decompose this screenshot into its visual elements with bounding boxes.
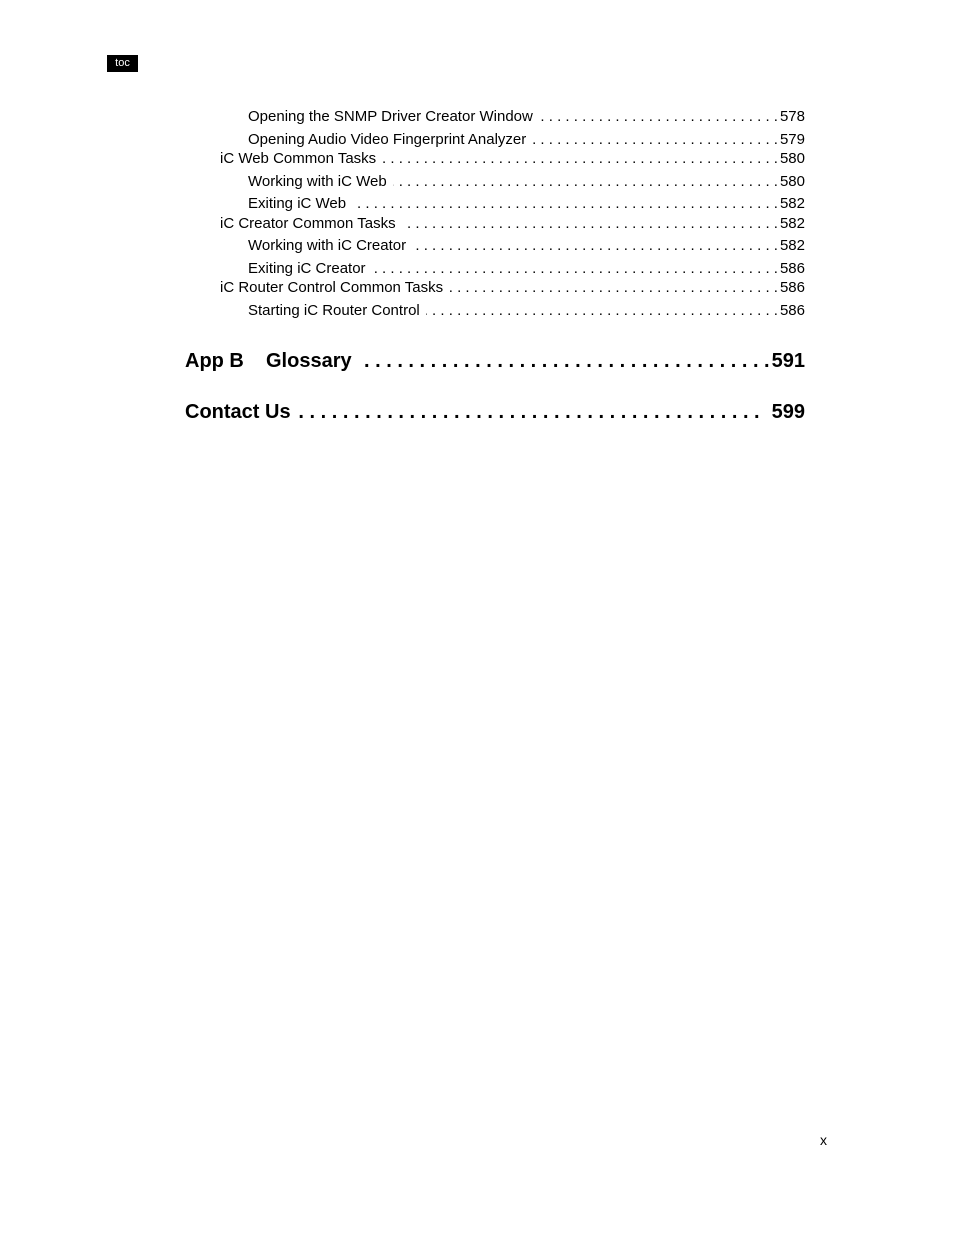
dot-leader: [532, 130, 778, 150]
toc-entry-label: Opening the SNMP Driver Creator Window: [248, 108, 533, 125]
toc-entry-label: iC Router Control Common Tasks: [220, 279, 444, 296]
toc-appendix-b-entry[interactable]: [185, 348, 805, 374]
toc-entry-page: 586: [779, 279, 805, 296]
appendix-number: App B: [185, 350, 244, 372]
toc-entry-label: Working with iC Web: [248, 173, 387, 190]
dot-leader: [352, 194, 778, 214]
dot-leader: [539, 107, 778, 127]
dot-leader: [402, 214, 778, 234]
toc-entry[interactable]: [220, 214, 805, 234]
toc-entry[interactable]: [248, 130, 805, 150]
contact-page: 599: [771, 401, 805, 423]
dot-leader: [412, 236, 778, 256]
toc-entry-label: Starting iC Router Control: [248, 302, 420, 319]
toc-section-tag: toc: [107, 55, 138, 72]
dot-leader: [297, 399, 760, 425]
toc-entry-page: 580: [779, 173, 805, 190]
toc-entry-label: Opening Audio Video Fingerprint Analyzer: [248, 131, 527, 148]
dot-leader: [449, 278, 778, 298]
toc-entry[interactable]: [248, 172, 805, 192]
dot-leader: [358, 348, 770, 374]
toc-entry[interactable]: [220, 149, 805, 169]
toc-entry-label: Exiting iC Creator: [248, 260, 366, 277]
page-number: x: [820, 1132, 827, 1148]
toc-entry-page: 582: [779, 237, 805, 254]
toc-entry-label: Working with iC Creator: [248, 237, 407, 254]
toc-entry-label: iC Creator Common Tasks: [220, 215, 396, 232]
contact-title: Contact Us: [185, 401, 291, 423]
dot-leader: [382, 149, 778, 169]
toc-entry[interactable]: [248, 236, 805, 256]
toc-entry[interactable]: [248, 107, 805, 127]
toc-entry-page: 582: [779, 215, 805, 232]
toc-entry-label: iC Web Common Tasks: [220, 150, 377, 167]
toc-entry-page: 586: [779, 302, 805, 319]
toc-entry[interactable]: [248, 259, 805, 279]
dot-leader: [426, 301, 778, 321]
toc-entry-page: 586: [779, 260, 805, 277]
toc-entry-page: 579: [779, 131, 805, 148]
dot-leader: [372, 259, 778, 279]
toc-contact-entry[interactable]: [185, 399, 805, 425]
appendix-title: Glossary: [266, 350, 352, 372]
toc-entry-page: 580: [779, 150, 805, 167]
toc-entry-page: 582: [779, 195, 805, 212]
toc-entry[interactable]: [248, 301, 805, 321]
dot-leader: [393, 172, 778, 192]
toc-entry-label: Exiting iC Web: [248, 195, 347, 212]
toc-entry-page: 578: [779, 108, 805, 125]
toc-entry[interactable]: [248, 194, 805, 214]
appendix-page: 591: [771, 350, 805, 372]
toc-entry[interactable]: [220, 278, 805, 298]
